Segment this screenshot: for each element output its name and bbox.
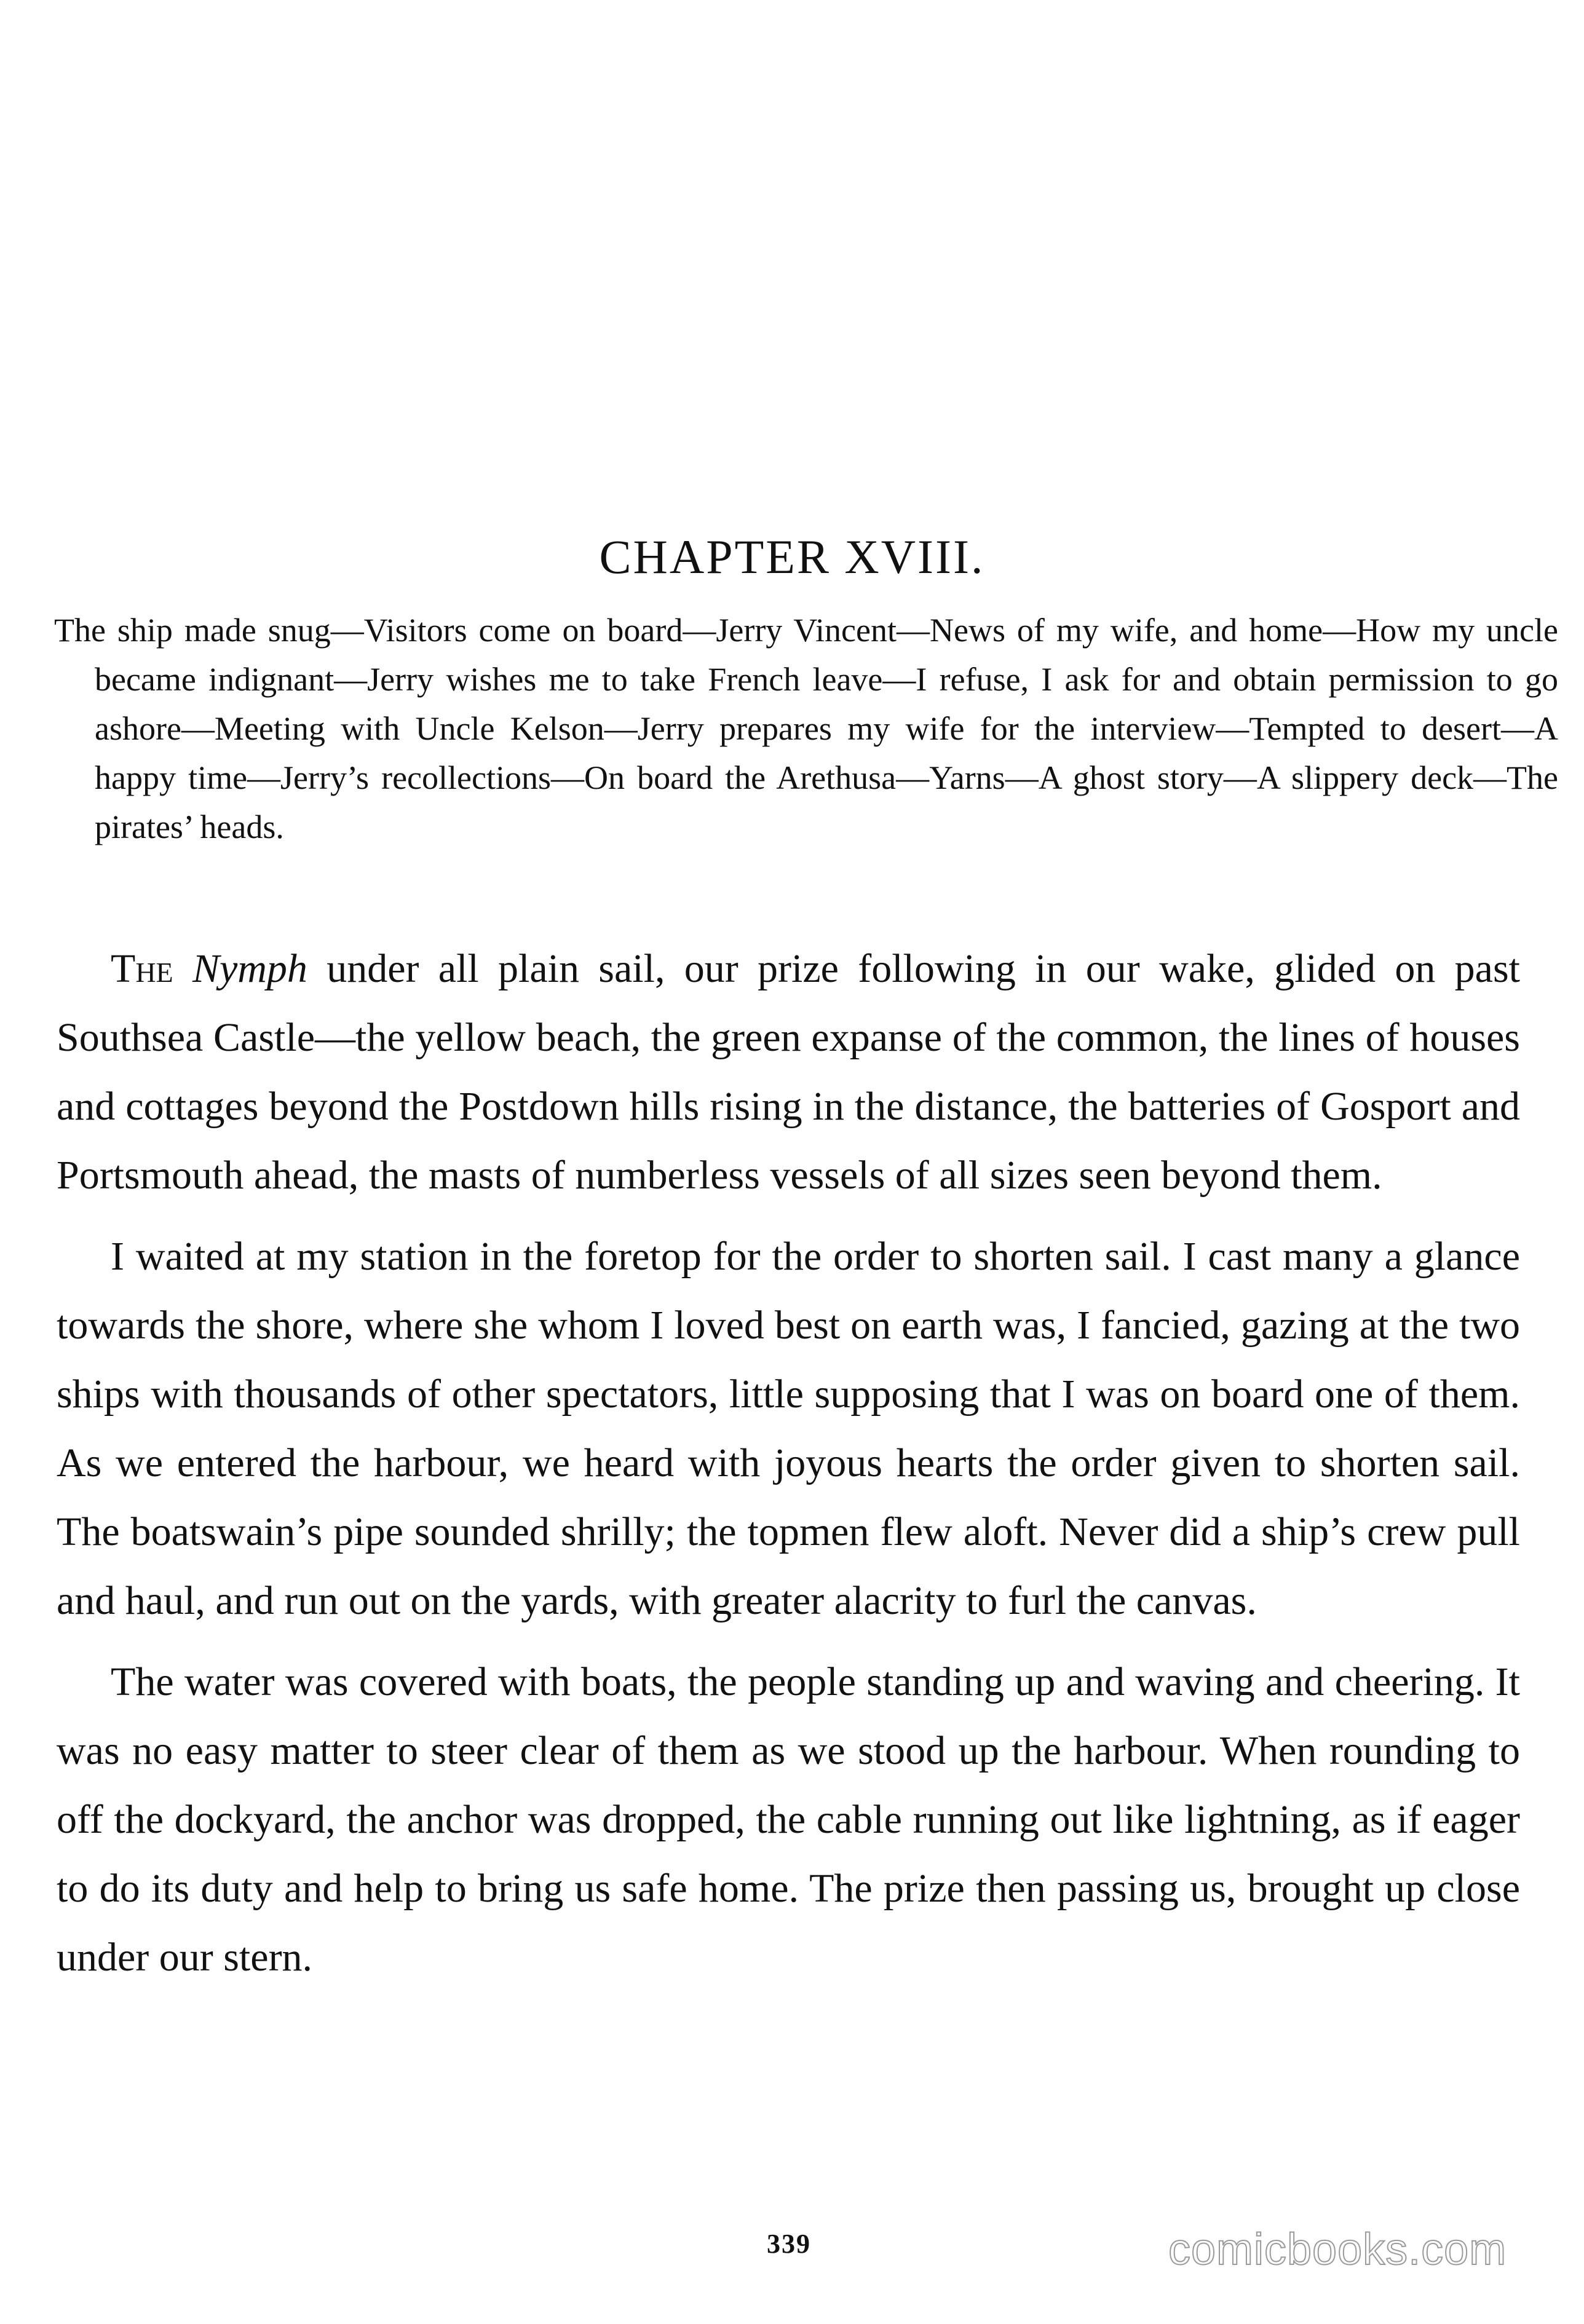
page-number: 339 (767, 2229, 811, 2259)
paragraph-2: I waited at my station in the foretop for the order to shorten sail. I cast many a glance towards the shore, where she whom I loved best on earth was, I fancied, gazing at the two ships with thousands of other spectators, little supposing that I was on board one of them. As we entered the harbour, we heard with joyous hearts the order given to shorten sail. The boatswain’s pipe sounded shrilly; the topmen flew aloft. Never did a ship’s crew pull and haul, and run out on the yards, with greater alacrity to furl the canvas. (57, 1234, 1520, 1623)
ship-name: Nymph (192, 946, 307, 991)
paragraph-1-text: under all plain sail, our prize following in our wake, glided on past Southsea Castle—the yellow beach, the green expanse of the common, the lines of houses and cottages beyond the Postdown hills rising in the distance, the batteries of Gosport and Portsmouth ahead, the masts of numberless vessels of all sizes seen beyond them. (57, 946, 1520, 1198)
chapter-heading: CHAPTER XVIII. (599, 530, 985, 584)
chapter-body (57, 935, 1520, 2004)
paragraph-1 (57, 935, 1520, 1210)
paragraph-3: The water was covered with boats, the people standing up and waving and cheering. It was no easy matter to steer clear of them as we stood up the harbour. When rounding to off the dockyard, the anchor was dropped, the cable running out like lightning, as if eager to do its duty and help to bring us safe home. The prize then passing us, brought up close under our stern. (57, 1659, 1520, 1980)
chapter-synopsis: The ship made snug—Visitors come on board—Jerry Vincent—News of my wife, and home—How my uncle became indignant—Jerry wishes me to take French leave—I refuse, I ask for and obtain permission to go ashore—Meeting with Uncle Kelson—Jerry prepares my wife for the interview—Tempted to desert—A happy time—Jerry’s recollections—On board the Arethusa—Yarns—A ghost story—A slippery deck—The pirates’ heads. (54, 612, 1558, 845)
watermark-logo: comicbooks.com (1168, 2225, 1507, 2274)
paragraph-1-lead: The (111, 946, 173, 991)
